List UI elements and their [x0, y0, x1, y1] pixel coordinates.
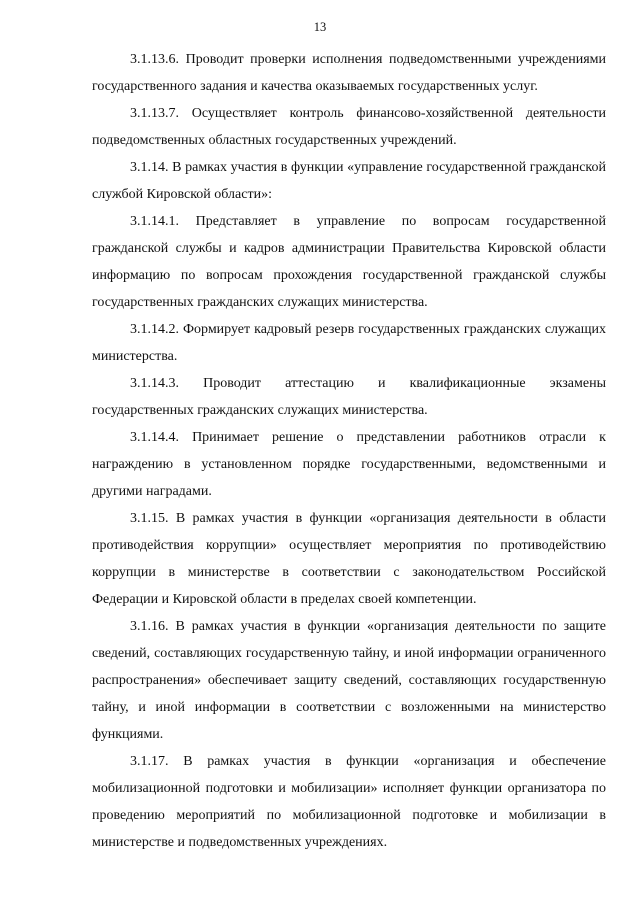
paragraph-3-1-14-4: 3.1.14.4. Принимает решение о представлении работников отрасли к награждению в установленном порядке государственными, ведомственными и другими наградами.	[92, 430, 606, 499]
paragraph-3-1-14-2: 3.1.14.2. Формирует кадровый резерв государственных гражданских служащих министерства.	[92, 322, 606, 364]
paragraph-3-1-14-3: 3.1.14.3. Проводит аттестацию и квалификационные экзамены государственных гражданских служащих министерства.	[92, 376, 606, 418]
page-number: 13	[313, 20, 327, 34]
paragraph-3-1-13-6: 3.1.13.6. Проводит проверки исполнения подведомственными учреждениями государственного задания и качества оказываемых государственных услуг.	[92, 52, 606, 94]
paragraph-3-1-13-7: 3.1.13.7. Осуществляет контроль финансово-хозяйственной деятельности подведомственных областных государственных учреждений.	[92, 106, 606, 148]
paragraph-3-1-14-1: 3.1.14.1. Представляет в управление по вопросам государственной гражданской службы и кадров администрации Правительства Кировской области информацию по вопросам прохождения государственной гражданской службы государственных гражданских служащих министерства.	[92, 214, 606, 310]
paragraph-3-1-16: 3.1.16. В рамках участия в функции «организация деятельности по защите сведений, составляющих государственную тайну, и иной информации ограниченного распространения» обеспечивает защиту сведений, составляющих государственную тайну, и иной информации в соответствии с возложенными на министерство функциями.	[92, 619, 606, 742]
paragraph-3-1-14: 3.1.14. В рамках участия в функции «управление государственной гражданской службой Кировской области»:	[92, 160, 606, 202]
paragraph-3-1-17: 3.1.17. В рамках участия в функции «организация и обеспечение мобилизационной подготовки и мобилизации» исполняет функции организатора по проведению мероприятий по мобилизационной подготовке и мобилизации в министерстве и подведомственных учреждениях.	[92, 754, 606, 850]
paragraph-3-1-15: 3.1.15. В рамках участия в функции «организация деятельности в области противодействия коррупции» осуществляет мероприятия по противодействию коррупции в министерстве в соответствии с законодательством Российской Федерации и Кировской области в пределах своей компетенции.	[92, 511, 606, 607]
document-body	[92, 46, 606, 856]
